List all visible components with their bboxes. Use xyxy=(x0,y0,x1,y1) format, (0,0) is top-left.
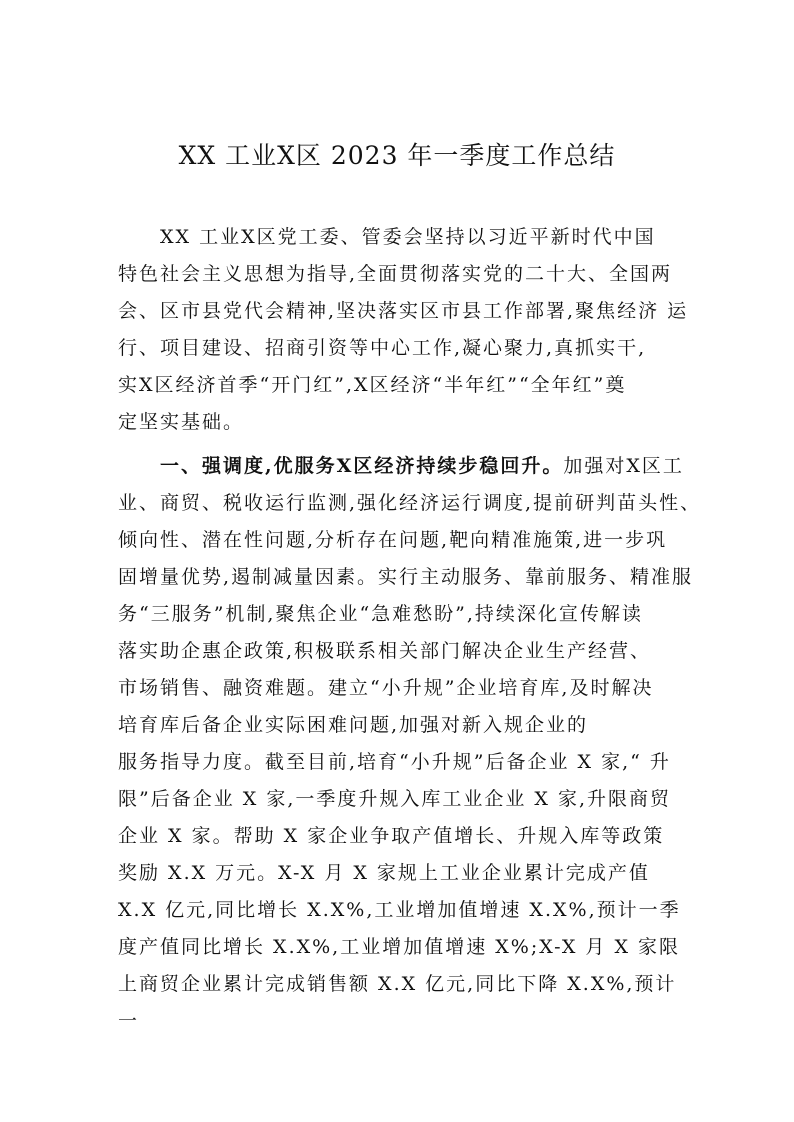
section-1-line-tail: 加强对X区工 xyxy=(563,455,684,477)
intro-line-6: 定坚实基础。 xyxy=(118,411,245,433)
section-1-line-2: 业、商贸、税收运行监测,强化经济运行调度,提前研判苗头性、 xyxy=(118,492,702,514)
section-1-line-12: 奖励 X.X 万元。X-X 月 X 家规上工业企业累计完成产值 xyxy=(118,862,650,884)
section-1-line-4: 固增量优势,遏制减量因素。实行主动服务、靠前服务、精准服 xyxy=(118,566,694,588)
section-1-line-3: 倾向性、潜在性问题,分析存在问题,靶向精准施策,进一步巩 xyxy=(118,529,668,551)
intro-line-4: 行、项目建设、招商引资等中心工作,凝心聚力,真抓实干, xyxy=(118,337,647,359)
section-1-line-6: 落实助企惠企政策,积极联系相关部门解决企业生产经营、 xyxy=(118,640,652,662)
section-1-line-9: 服务指导力度。截至目前,培育“小升规”后备企业 X 家,“ 升 xyxy=(118,751,671,773)
section-1-line-7: 市场销售、融资难题。建立“小升规”企业培育库,及时解决 xyxy=(118,677,654,699)
intro-line-2: 特色社会主义思想为指导,全面贯彻落实党的二十大、全国两 xyxy=(118,263,673,285)
intro-line-3: 会、区市县党代会精神,坚决落实区市县工作部署,聚焦经济 运 xyxy=(118,300,689,322)
section-1-line-11: 企业 X 家。帮助 X 家企业争取产值增长、升规入库等政策 xyxy=(118,825,665,847)
document-title: XX 工业X区 2023 年一季度工作总结 xyxy=(178,141,616,170)
intro-line-1: XX 工业X区党工委、管委会坚持以习近平新时代中国 xyxy=(160,226,656,248)
section-1-line-16: 一 xyxy=(118,1010,140,1032)
section-1-line-10: 限”后备企业 X 家,一季度升规入库工业企业 X 家,升限商贸 xyxy=(118,788,672,810)
section-1-first-line xyxy=(160,451,684,481)
section-1-heading: 一、强调度,优服务X区经济持续步稳回升。 xyxy=(160,455,564,477)
section-1-line-5: 务“三服务”机制,聚焦企业“急难愁盼”,持续深化宣传解读 xyxy=(118,603,643,625)
section-1-line-14: 度产值同比增长 X.X%,工业增加值增速 X%;X-X 月 X 家限 xyxy=(118,936,681,958)
section-1-line-15: 上商贸企业累计完成销售额 X.X 亿元,同比下降 X.X%,预计 xyxy=(118,973,677,995)
section-1-line-13: X.X 亿元,同比增长 X.X%,工业增加值增速 X.X%,预计一季 xyxy=(118,899,681,921)
intro-line-5: 实X区经济首季“开门红”,X区经济“半年红”“全年红”奠 xyxy=(118,374,627,396)
section-1-line-8: 培育库后备企业实际困难问题,加强对新入规企业的 xyxy=(118,714,589,736)
